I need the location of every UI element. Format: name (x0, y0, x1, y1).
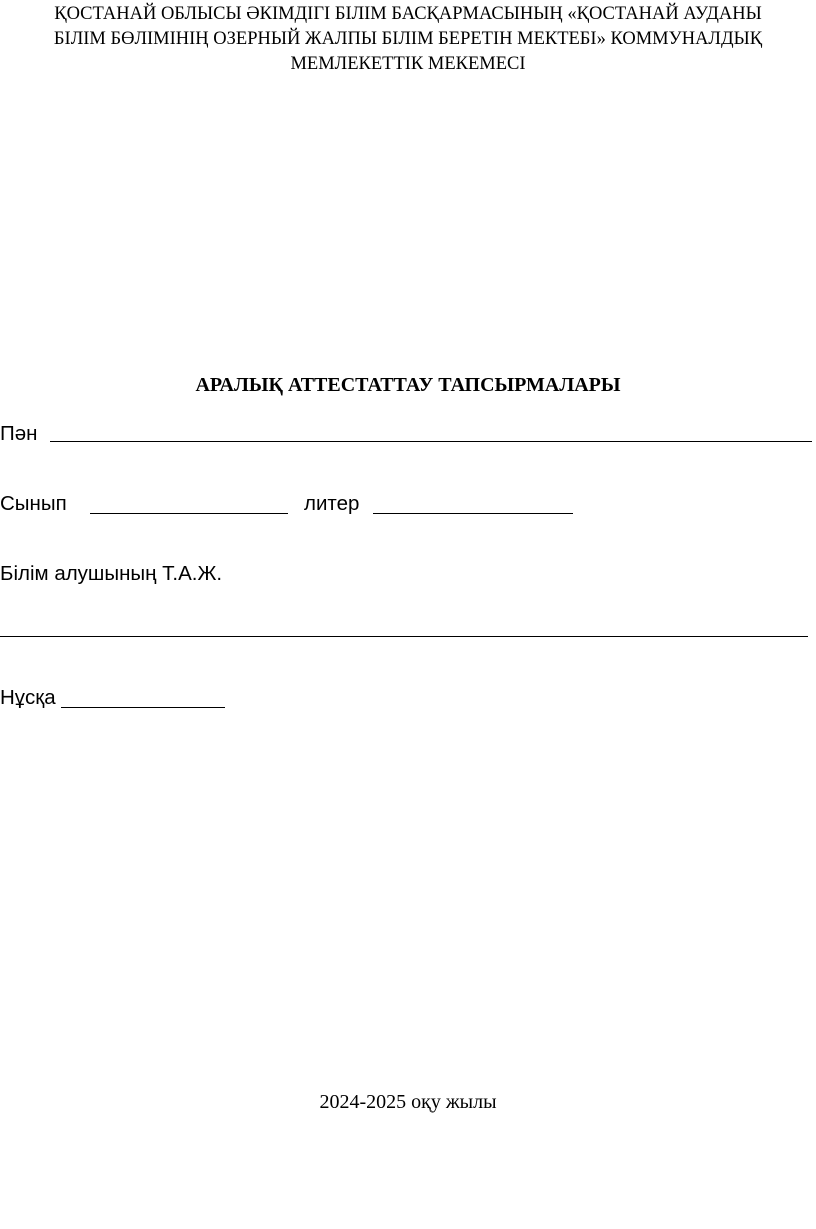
subject-blank-line[interactable] (50, 441, 812, 442)
header-line-2: БІЛІМ БӨЛІМІНІҢ ОЗЕРНЫЙ ЖАЛПЫ БІЛІМ БЕРЕТІН МЕКТЕБІ» КОММУНАЛДЫҚ (53, 29, 763, 49)
header-line-1: ҚОСТАНАЙ ОБЛЫСЫ ӘКІМДІГІ БІЛІМ БАСҚАРМАСЫНЫҢ «ҚОСТАНАЙ АУДАНЫ (54, 4, 762, 24)
class-label: Сынып (0, 492, 67, 515)
institution-header (0, 2, 816, 77)
academic-year: 2024-2025 оқу жылы (319, 1091, 497, 1113)
variant-blank-line[interactable] (61, 707, 225, 708)
subject-label: Пән (0, 422, 38, 445)
header-line-3: МЕМЛЕКЕТТІК МЕКЕМЕСІ (290, 54, 526, 74)
variant-label: Нұсқа (0, 686, 56, 709)
letter-blank-line[interactable] (373, 513, 573, 514)
class-blank-line[interactable] (90, 513, 288, 514)
letter-label: литер (304, 492, 360, 515)
student-name-label: Білім алушының Т.А.Ж. (0, 562, 223, 585)
student-name-blank-line[interactable] (0, 636, 808, 637)
document-title: АРАЛЫҚ АТТЕСТАТТАУ ТАПСЫРМАЛАРЫ (195, 374, 621, 396)
